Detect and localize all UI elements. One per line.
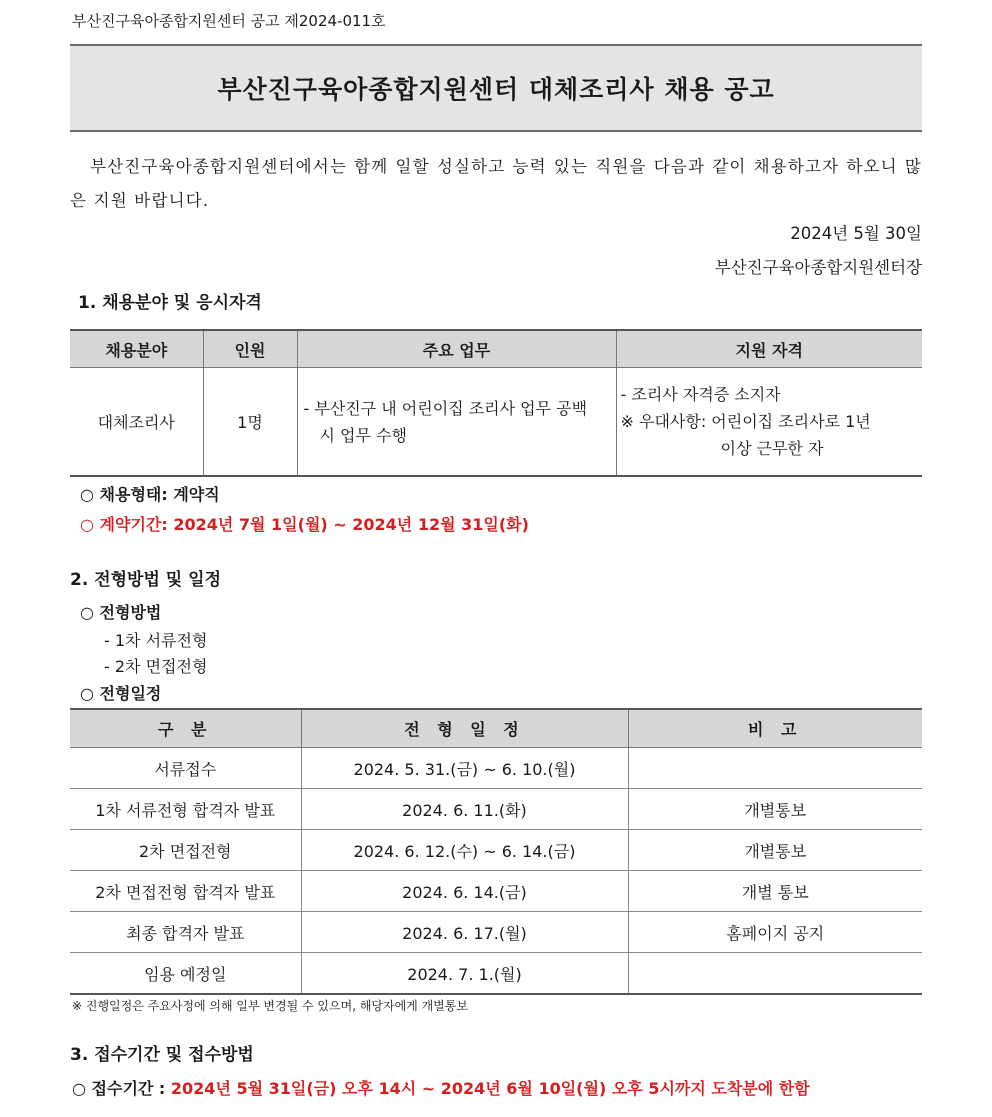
schedule-label: ○ 전형일정 <box>80 684 162 703</box>
table-row <box>70 912 922 953</box>
schedule-date: 2024. 6. 14.(금) <box>301 871 628 912</box>
schedule-item: 임용 예정일 <box>70 953 301 995</box>
table-row <box>70 830 922 871</box>
qualification-line: - 조리사 자격증 소지자 <box>620 385 781 404</box>
schedule-item: 2차 면접전형 <box>70 830 301 871</box>
table-row <box>70 368 922 477</box>
qualification-cell <box>616 368 922 477</box>
schedule-note: 개별통보 <box>628 830 922 871</box>
schedule-footnote: ※ 진행일정은 주요사정에 의해 일부 변경될 수 있으며, 해당자에게 개별통보 <box>72 999 468 1013</box>
header-category: 구 분 <box>70 709 301 748</box>
schedule-note: 개별통보 <box>628 789 922 830</box>
method-label: ○ 전형방법 <box>80 603 162 622</box>
schedule-date: 2024. 6. 17.(월) <box>301 912 628 953</box>
table-row <box>70 953 922 995</box>
schedule-item: 2차 면접전형 합격자 발표 <box>70 871 301 912</box>
application-period-value: 2024년 5월 31일(금) 오후 14시 ~ 2024년 6월 10일(월) 오후 5시까지 도착분에 한함 <box>170 1079 810 1098</box>
table-header-row <box>70 709 922 748</box>
table-header-row <box>70 330 922 368</box>
schedule-item: 1차 서류전형 합격자 발표 <box>70 789 301 830</box>
schedule-note <box>628 748 922 789</box>
employment-type: ○ 채용형태: 계약직 <box>80 485 220 504</box>
header-duty: 주요 업무 <box>297 330 616 368</box>
qualification-line: ※ 우대사항: 어린이집 조리사로 1년 <box>620 412 871 431</box>
header-remarks: 비 고 <box>628 709 922 748</box>
application-period <box>72 1076 810 1099</box>
schedule-date: 2024. 5. 31.(금) ~ 6. 10.(월) <box>301 748 628 789</box>
count-cell: 1명 <box>203 368 297 477</box>
table-row <box>70 748 922 789</box>
duty-line: - 부산진구 내 어린이집 조리사 업무 공백 <box>303 398 588 418</box>
application-period-label: ○ 접수기간 : <box>72 1079 171 1098</box>
table-row <box>70 871 922 912</box>
section3-heading: 3. 접수기간 및 접수방법 <box>70 1045 254 1065</box>
schedule-item: 서류접수 <box>70 748 301 789</box>
schedule-date: 2024. 6. 11.(화) <box>301 789 628 830</box>
header-qualification: 지원 자격 <box>616 330 922 368</box>
recruitment-table <box>70 329 922 477</box>
field-cell: 대체조리사 <box>70 368 203 477</box>
duty-cell <box>297 368 616 477</box>
header-count: 인원 <box>203 330 297 368</box>
page-title: 부산진구육아종합지원센터 대체조리사 채용 공고 <box>70 44 922 132</box>
schedule-note: 개별 통보 <box>628 871 922 912</box>
qualification-line: 이상 근무한 자 <box>720 439 824 458</box>
table-row <box>70 789 922 830</box>
notice-date: 2024년 5월 30일 <box>790 224 922 243</box>
method-item: - 1차 서류전형 <box>104 631 208 650</box>
section1-heading: 1. 채용분야 및 응시자격 <box>78 293 262 313</box>
schedule-date: 2024. 7. 1.(월) <box>301 953 628 995</box>
issuer: 부산진구육아종합지원센터장 <box>714 258 922 277</box>
schedule-table <box>70 708 922 995</box>
header-field: 채용분야 <box>70 330 203 368</box>
schedule-note: 홈페이지 공지 <box>628 912 922 953</box>
section2-heading: 2. 전형방법 및 일정 <box>70 570 221 590</box>
intro-text: 부산진구육아종합지원센터에서는 함께 일할 성실하고 능력 있는 직원을 다음과 같이 채용하고자 하오니 많은 지원 바랍니다. <box>70 157 922 210</box>
schedule-item: 최종 합격자 발표 <box>70 912 301 953</box>
method-item: - 2차 면접전형 <box>104 657 208 676</box>
schedule-date: 2024. 6. 12.(수) ~ 6. 14.(금) <box>301 830 628 871</box>
schedule-note <box>628 953 922 995</box>
duty-line: 시 업무 수행 <box>319 425 407 445</box>
notice-number: 부산진구육아종합지원센터 공고 제2024-011호 <box>72 12 386 30</box>
contract-period: ○ 계약기간: 2024년 7월 1일(월) ~ 2024년 12월 31일(화) <box>80 515 529 534</box>
header-schedule: 전 형 일 정 <box>301 709 628 748</box>
